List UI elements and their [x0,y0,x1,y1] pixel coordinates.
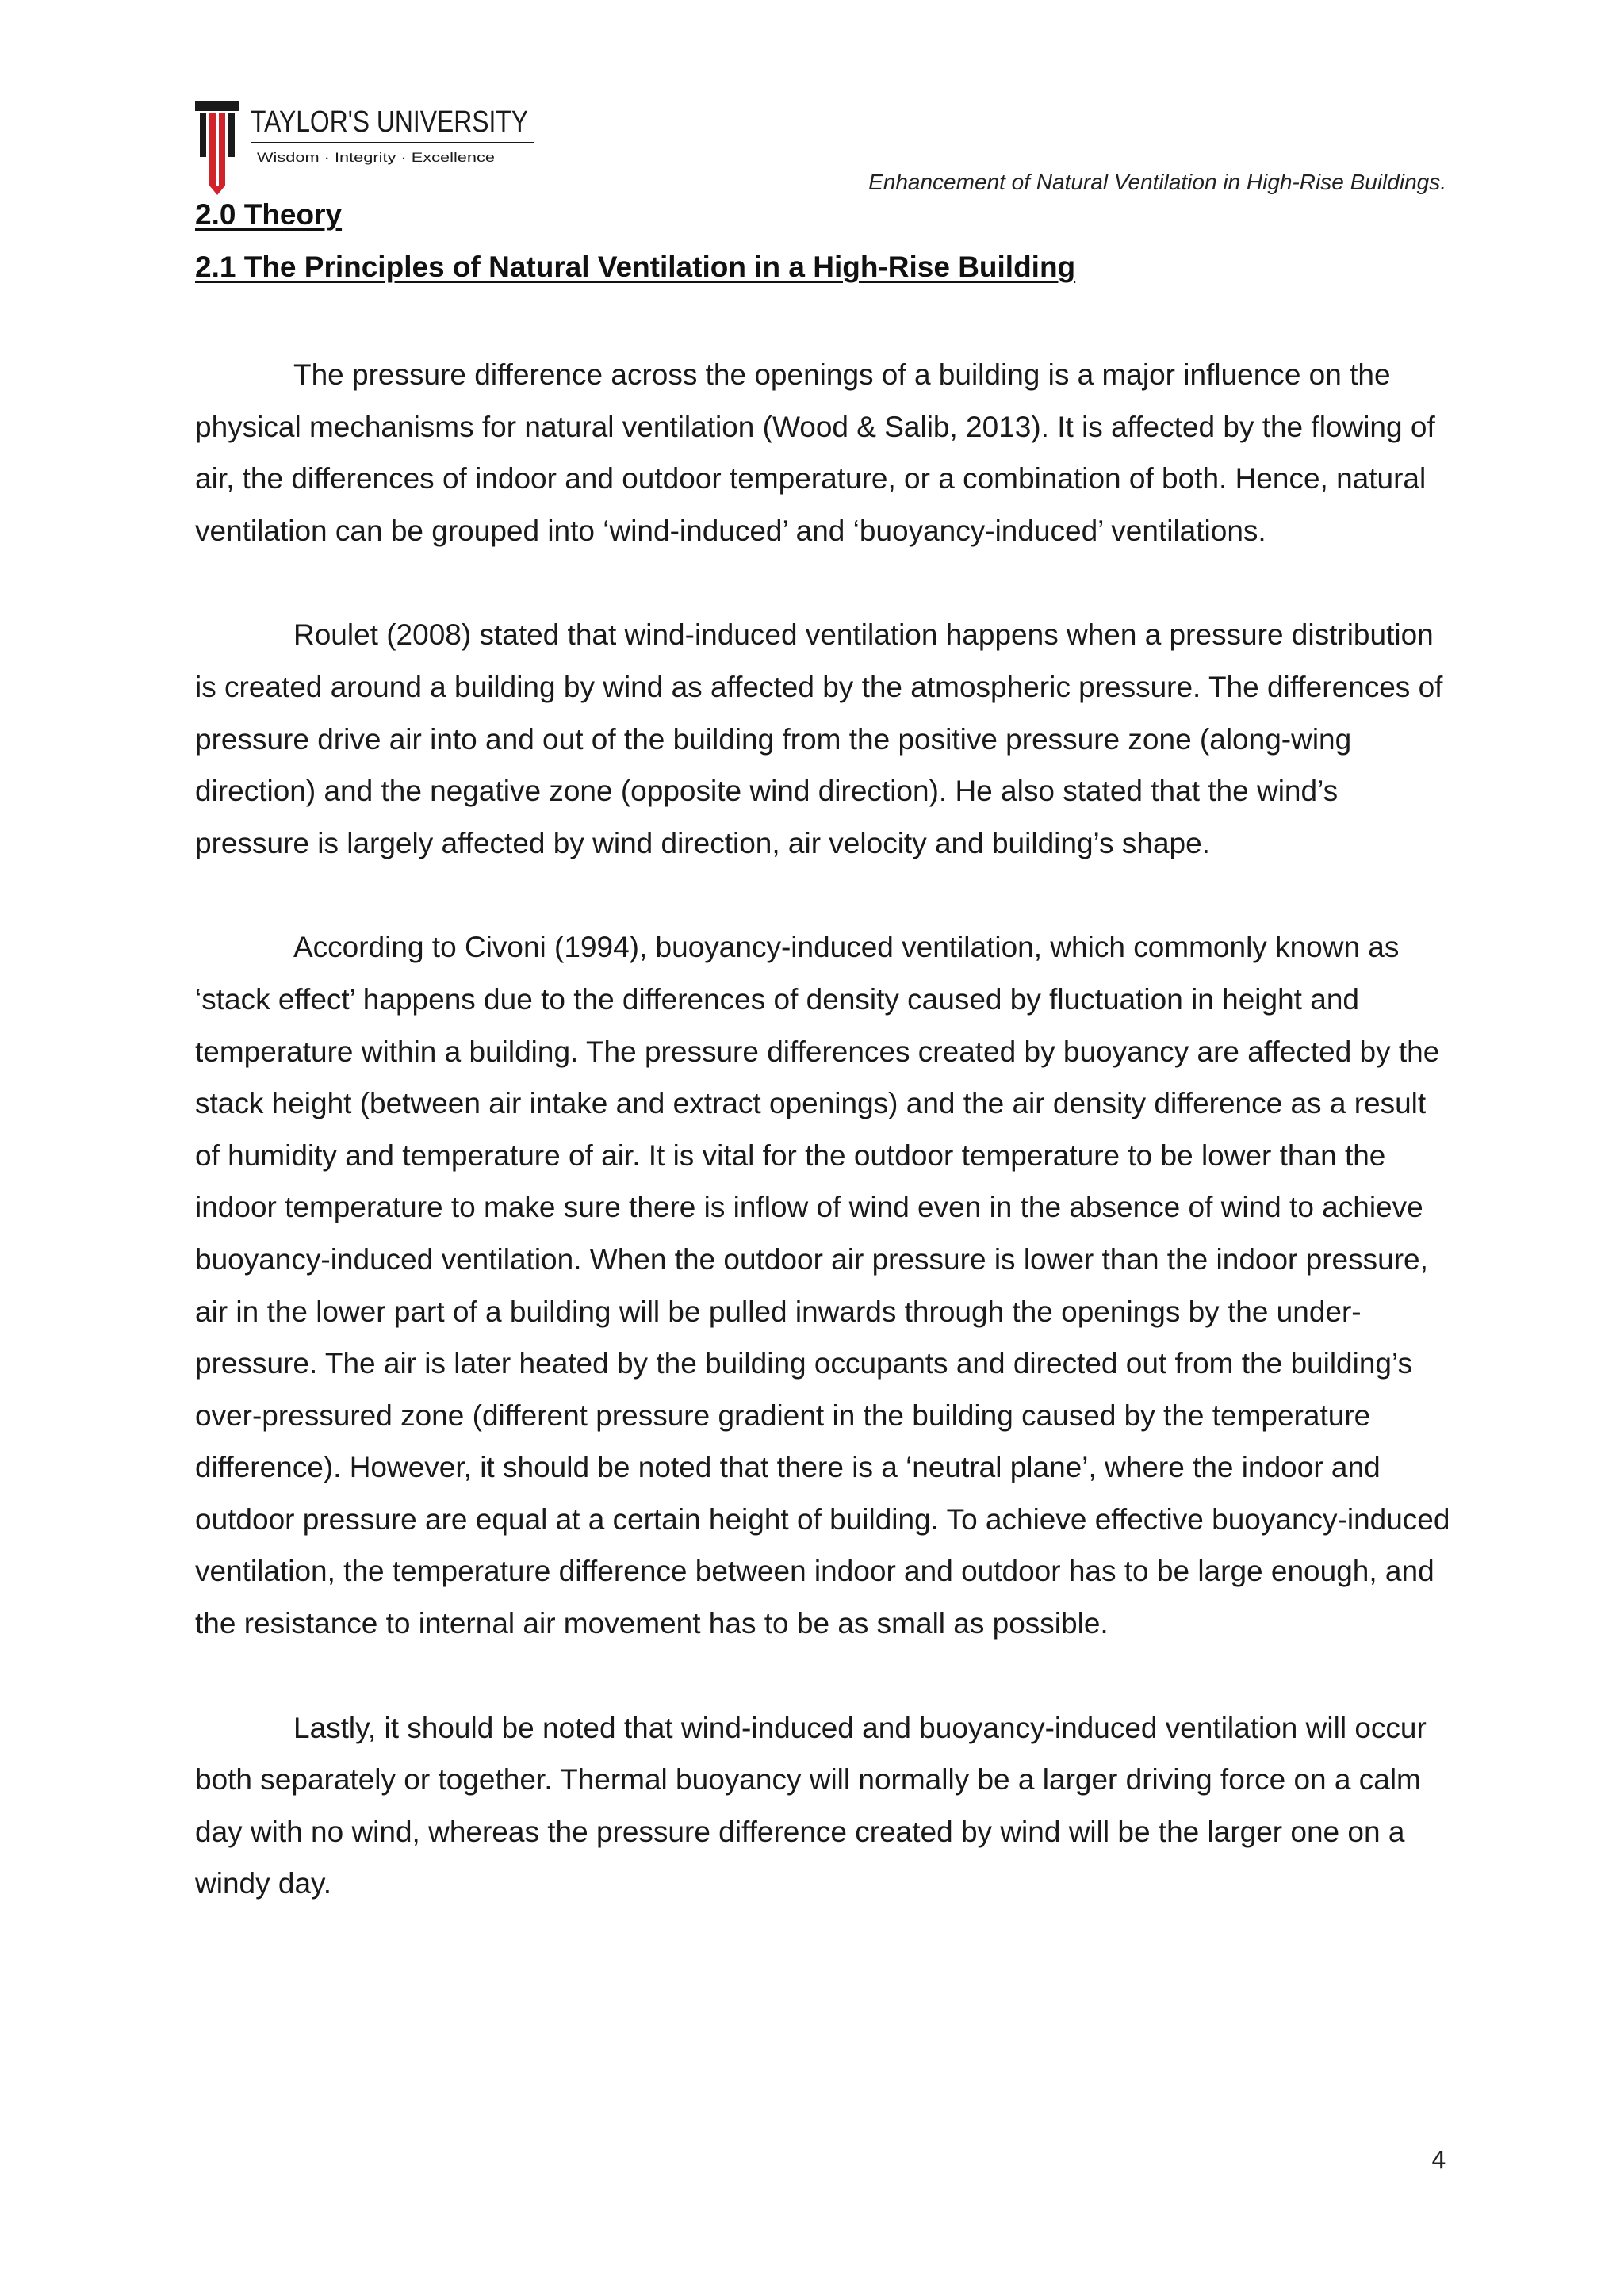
paragraph: Roulet (2008) stated that wind-induced ventilation happens when a pressure distribution is created around a building by wind as affected by the atmospheric pressure. The differences of pressure drive air into and out of the building from the positive pressure zone (along-wing direction) and the negative zone (opposite wind direction). He also stated that the wind’s pressure is largely affected by wind direction, air velocity and building’s shape. [195,618,1443,859]
university-logo [195,101,536,197]
body-text [195,349,1456,1910]
section-heading: 2.0 Theory [195,198,343,231]
logo-wordmark: TAYLOR'S UNIVERSITY [251,105,528,139]
paragraph: According to Civoni (1994), buoyancy-induced ventilation, which commonly known as ‘stack effect’ happens due to the differences of density caused by fluctuation in height and temperature within a building. The pressure differences created by buoyancy are affected by the stack height (between air intake and extract openings) and the air density difference as a result of humidity and temperature of air. It is vital for the outdoor temperature to be lower than the indoor temperature to make sure there is inflow of wind even in the absence of wind to achieve buoyancy-induced ventilation. When the outdoor air pressure is lower than the indoor pressure, air in the lower part of a building will be pulled inwards through the openings by the under-pressure. The air is later heated by the building occupants and directed out from the building’s over-pressured zone (different pressure gradient in the building caused by the temperature difference). However, it should be noted that there is a ‘neutral plane’, where the indoor and outdoor pressure are equal at a certain height of building. To achieve effective buoyancy-induced ventilation, the temperature difference between indoor and outdoor has to be large enough, and the resistance to internal air movement has to be as small as possible. [195,931,1450,1640]
paragraph: Lastly, it should be noted that wind-induced and buoyancy-induced ventilation will occur both separately or together. Thermal buoyancy will normally be a larger driving force on a calm day with no wind, whereas the pressure difference created by wind will be the larger one on a windy day. [195,1711,1427,1900]
running-header: Enhancement of Natural Ventilation in High-Rise Buildings. [868,170,1446,194]
logo-tagline: Wisdom · Integrity · Excellence [257,150,495,165]
paragraph: The pressure difference across the openings of a building is a major influence on the physical mechanisms for natural ventilation (Wood & Salib, 2013). It is affected by the flowing of air, the differences of indoor and outdoor temperature, or a combination of both. Hence, natural ventilation can be grouped into ‘wind-induced’ and ‘buoyancy-induced’ ventilations. [195,358,1435,547]
page-number: 4 [1431,2147,1446,2175]
logo-emblem-icon [195,101,239,195]
subsection-heading: 2.1 The Principles of Natural Ventilation in a High-Rise Building [195,251,1076,283]
